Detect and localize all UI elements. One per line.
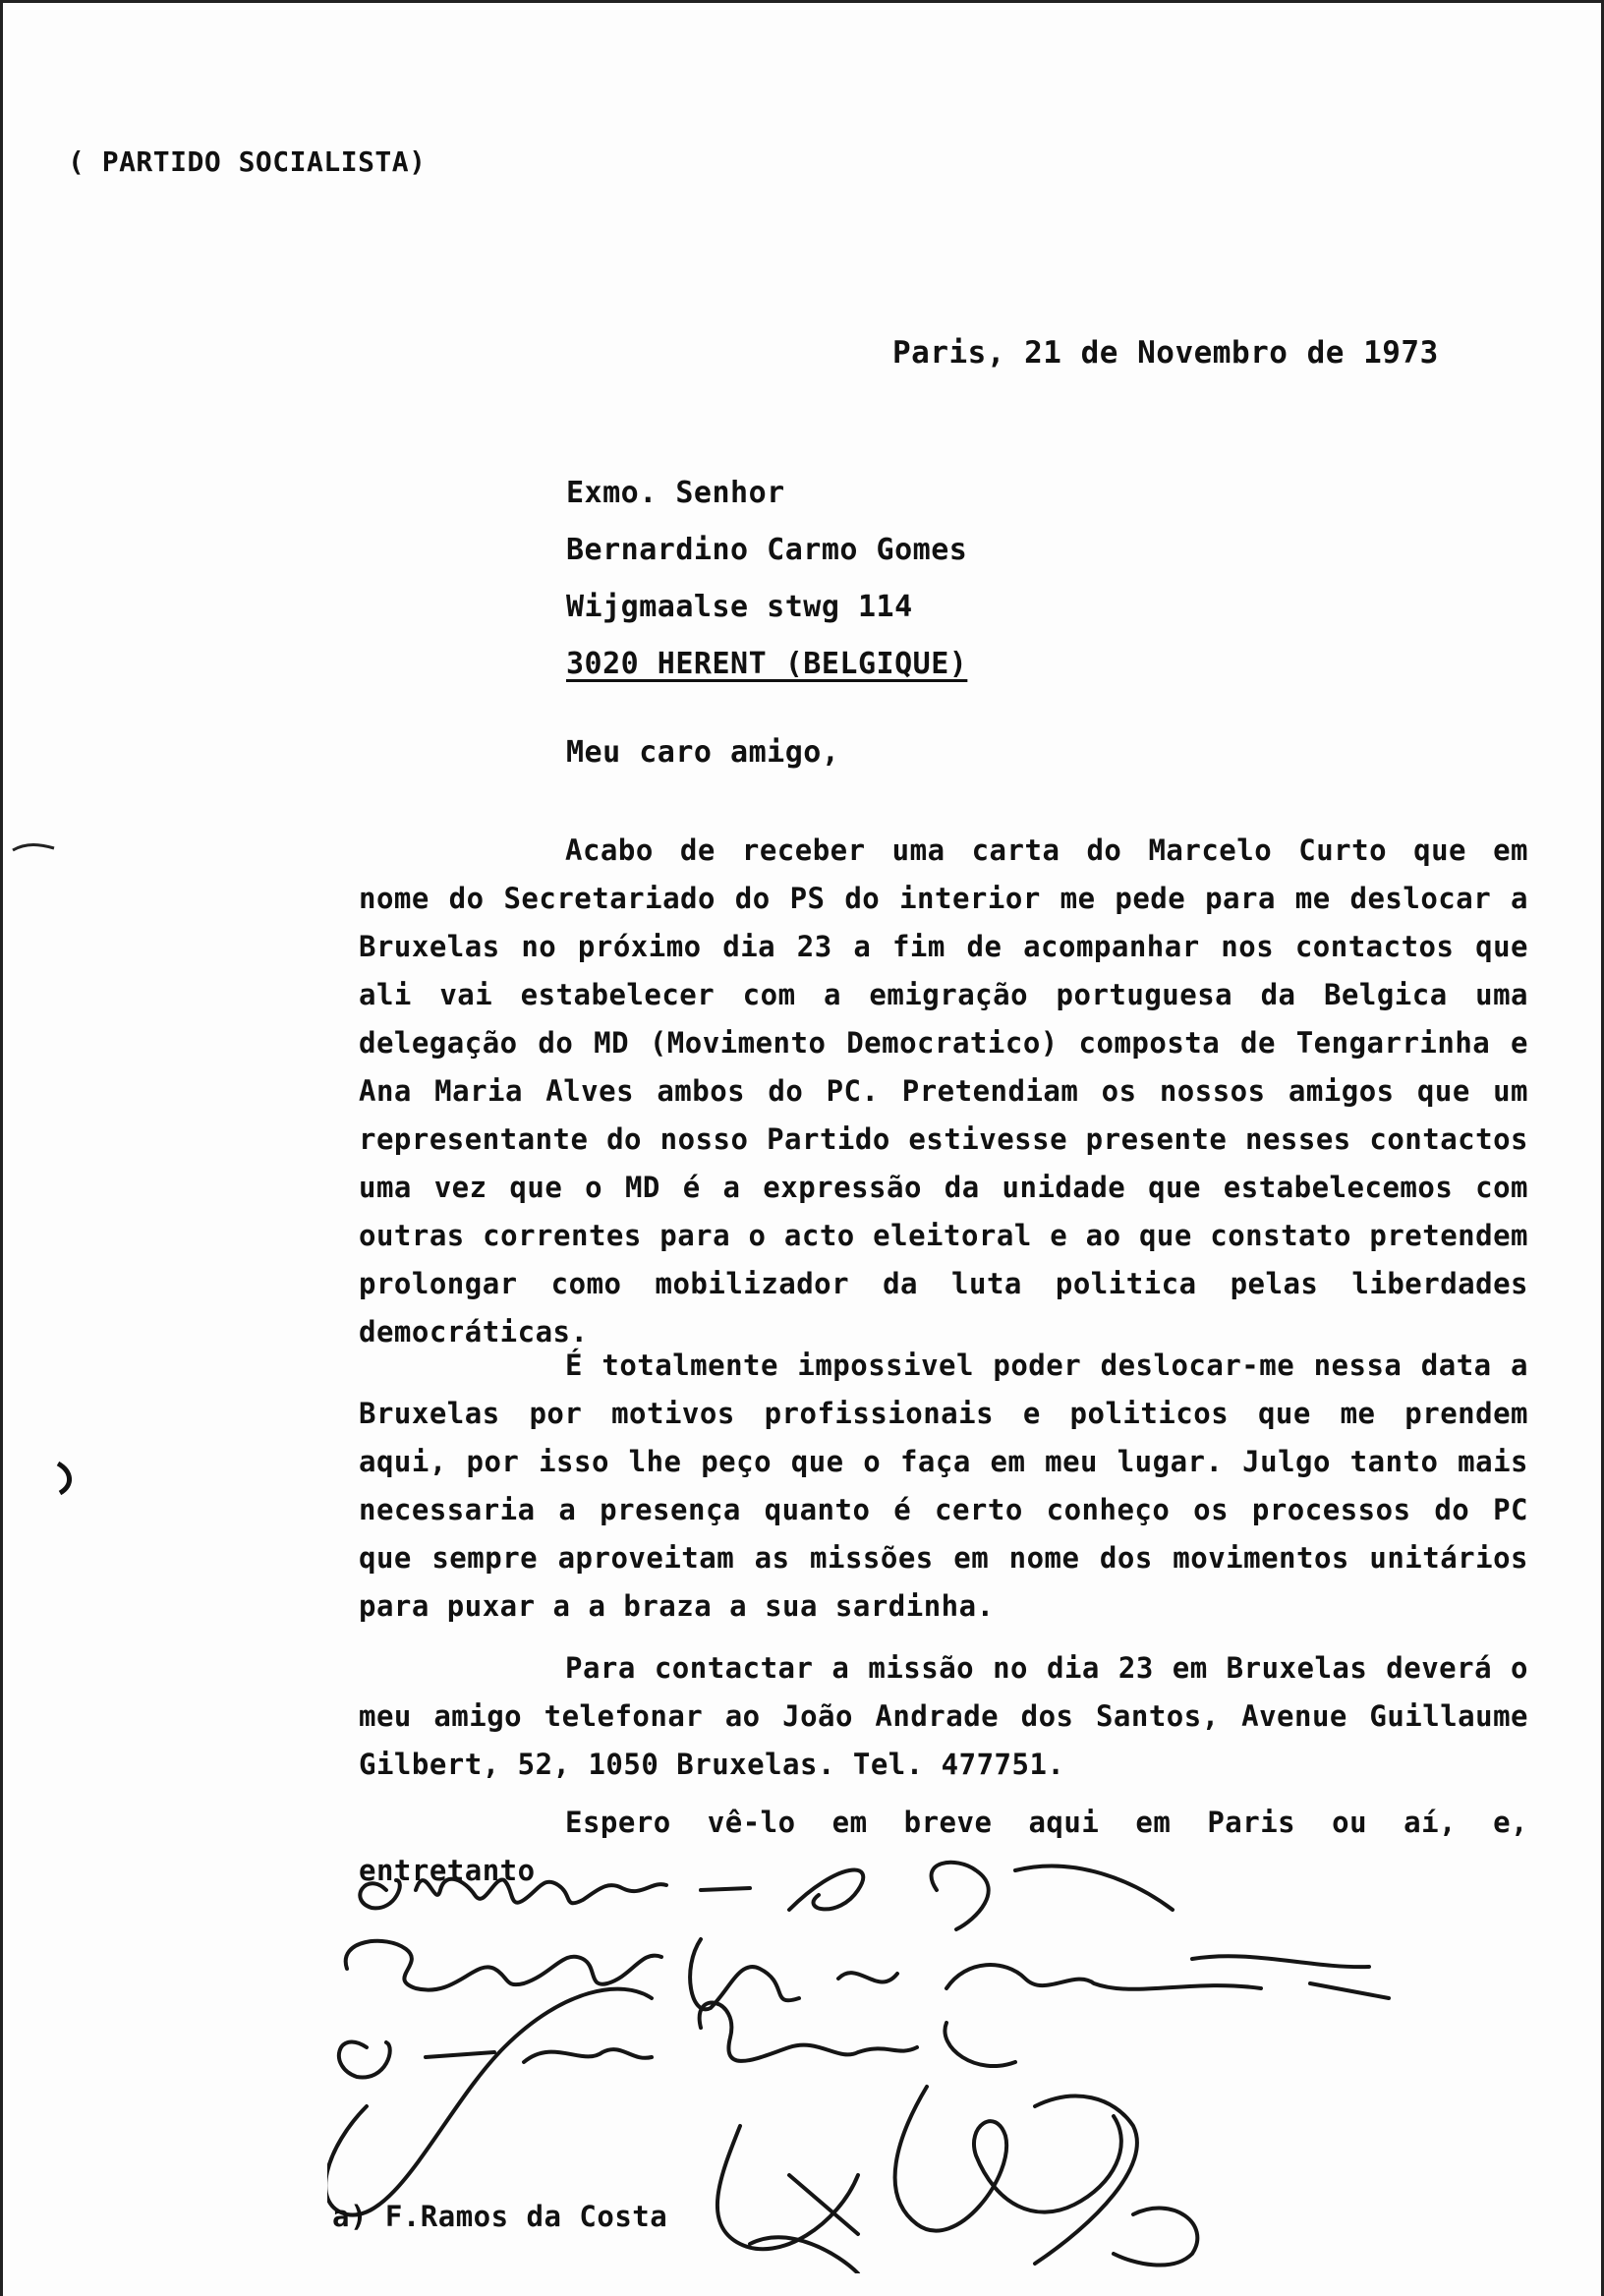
recipient-address [566, 465, 967, 693]
signed-by: a) F.Ramos da Costa [332, 2200, 668, 2233]
recipient-line-2: Bernardino Carmo Gomes [566, 533, 968, 567]
date-line: Paris, 21 de Novembro de 1973 [892, 335, 1439, 371]
margin-mark-bracket [52, 1458, 82, 1497]
party-header: ( PARTIDO SOCIALISTA) [68, 145, 427, 178]
margin-mark-dash [9, 838, 58, 858]
recipient-line-1: Exmo. Senhor [566, 476, 785, 510]
recipient-line-4: 3020 HERENT (BELGIQUE) [566, 647, 968, 681]
salutation: Meu caro amigo, [566, 735, 840, 770]
paragraph-4: Espero vê-lo em breve aqui em Paris ou aí, e, entretanto [359, 1806, 1528, 1887]
paragraph-3: Para contactar a missão no dia 23 em Bruxelas deverá o meu amigo telefonar ao João Andrade dos Santos, Avenue Guillaume Gilbert, 52, 1050 Bruxelas. Tel. 477751. [359, 1651, 1528, 1781]
recipient-line-3: Wijgmaalse stwg 114 [566, 590, 913, 624]
paragraph-2: É totalmente impossivel poder deslocar-me nessa data a Bruxelas por motivos profissionais e politicos que me prendem aqui, por isso lhe peço que o faça em meu lugar. Julgo tanto mais necessaria a presença quanto é certo conheço os processos do PC que sempre aproveitam as missões em nome dos movimentos unitários para puxar a a braza a sua sardinha. [359, 1349, 1528, 1623]
paragraph-1: Acabo de receber uma carta do Marcelo Curto que em nome do Secretariado do PS do interior me pede para me deslocar a Bruxelas no próximo dia 23 a fim de acompanhar nos contactos que ali vai estabelecer com a emigração portuguesa da Belgica uma delegação do MD (Movimento Democratico) composta de Tengarrinha e Ana Maria Alves ambos do PC. Pretendiam os nossos amigos que um representante do nosso Partido estivesse presente nesses contactos uma vez que o MD é a expressão da unidade que estabelecemos com outras correntes para o acto eleitoral e ao que constato pretendem prolongar como mobilizador da luta politica pelas liberdades democráticas. [359, 833, 1528, 1349]
